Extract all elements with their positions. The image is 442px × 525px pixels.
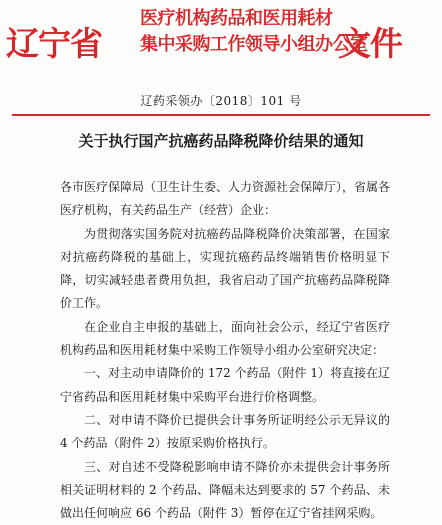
- red-divider: [12, 114, 430, 116]
- addressee: 各市医疗保障局（卫生计生委、人力资源社会保障厅），省属各医疗机构，有关药品生产（经营）企业：: [60, 180, 391, 218]
- notice-title: 关于执行国产抗癌药品降税降价结果的通知: [78, 132, 364, 150]
- document-number: 辽药采领办〔2018〕101 号: [140, 94, 302, 108]
- issuer-province: 辽宁省: [6, 24, 102, 63]
- paragraph-1: 为贯彻落实国务院对抗癌药品降税降价决策部署，在国家对抗癌药降税的基础上，实现抗癌药品终端销售价格明显下降，切实减轻患者费用负担，我省启动了国产抗癌药品降税降价工作。: [60, 226, 390, 311]
- notice-body: [60, 176, 390, 525]
- paragraph-2: 在企业自主申报的基础上，面向社会公示，经辽宁省医疗机构药品和医用耗材集中采购工作领导小组办公室研究决定：: [60, 319, 390, 358]
- document-header: [0, 0, 442, 66]
- document-type: 文件: [338, 24, 402, 63]
- paragraph-4: 二、对申请不降价已提供会计事务所证明经公示无异议的 4 个药品（附件 2）按原采购价格执行。: [60, 412, 390, 451]
- paragraph-5: 三、对自述不受降税影响申请不降价亦未提供会计事务所相关证明材料的 2 个药品、降幅未达到要求的 57 个药品、未做出任何响应 66 个药品（附件 3）暂停在辽宁省挂网采购。: [60, 459, 390, 521]
- issuer-office: [140, 6, 368, 58]
- issuer-office-line-2: 集中采购工作领导小组办公室: [140, 34, 368, 55]
- paragraph-3: 一、对主动申请降价的 172 个药品（附件 1）将直接在辽宁省药品和医用耗材集中采购平台进行价格调整。: [60, 366, 390, 404]
- issuer-office-line-1: 医疗机构药品和医用耗材: [140, 8, 333, 29]
